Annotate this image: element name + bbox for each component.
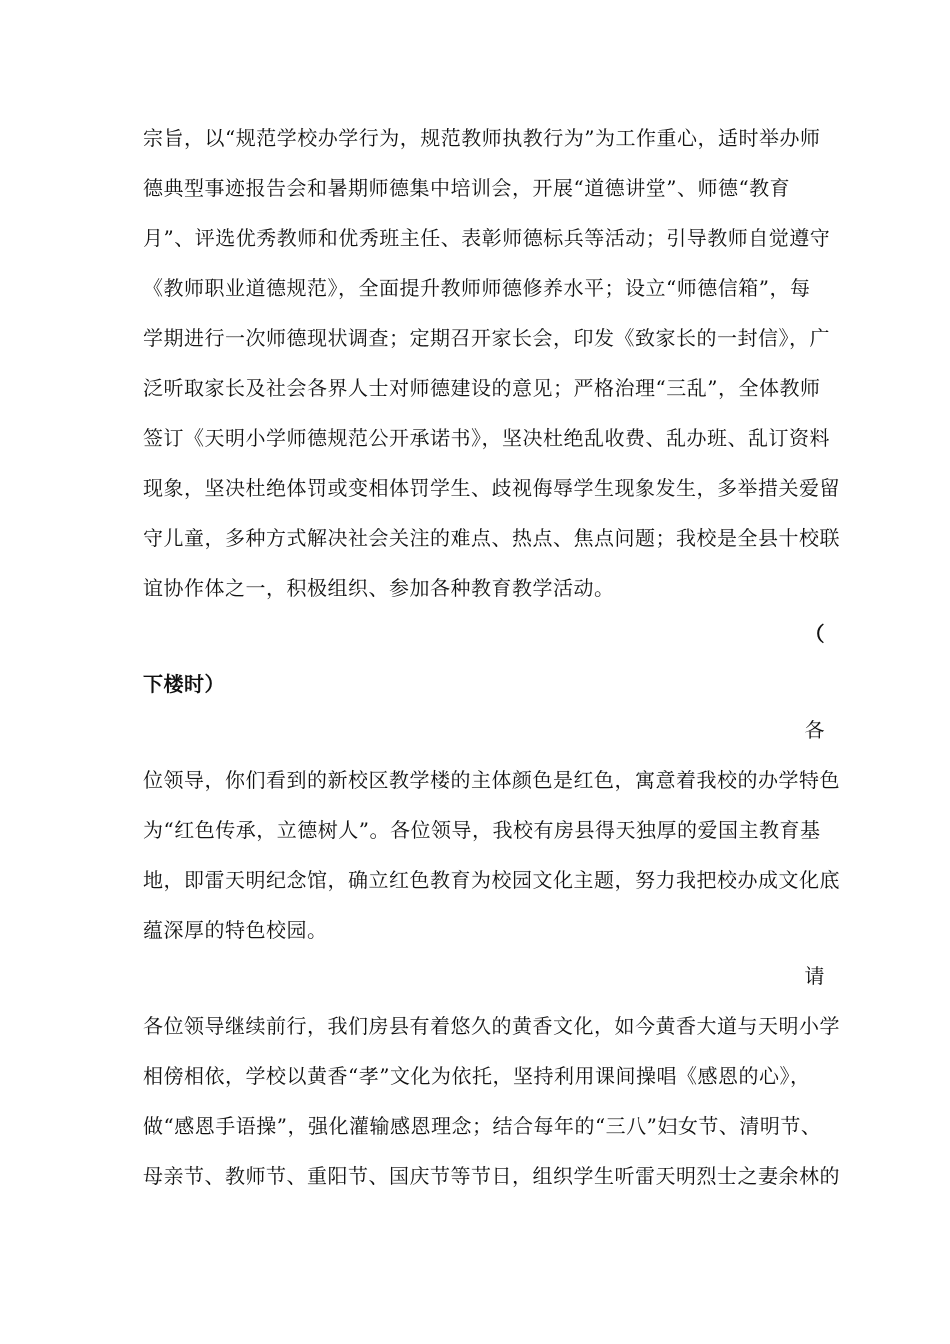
paragraph-line: 宗旨，以“规范学校办学行为，规范教师执教行为”为工作重心，适时举办师 [143, 126, 821, 150]
paragraph-line: 守儿童，多种方式解决社会关注的难点、热点、焦点问题；我校是全县十校联 [143, 526, 840, 550]
paragraph-line: 地，即雷天明纪念馆，确立红色教育为校园文化主题，努力我把校办成文化底 [143, 868, 840, 892]
paragraph-line: 做“感恩手语操”，强化灌输感恩理念；结合每年的“三八”妇女节、清明节、 [143, 1114, 822, 1138]
paragraph-line: 学期进行一次师德现状调查；定期召开家长会，印发《致家长的一封信》，广 [143, 326, 830, 350]
section-heading: 下楼时） [143, 672, 225, 696]
paragraph-line: 泛听取家长及社会各界人士对师德建设的意见；严格治理“三乱”，全体教师 [143, 376, 821, 400]
paragraph-line: 《教师职业道德规范》，全面提升教师师德修养水平；设立“师德信箱”，每 [143, 276, 811, 300]
paragraph-start-char: 请 [804, 964, 825, 988]
paragraph-line: 德典型事迹报告会和暑期师德集中培训会，开展“道德讲堂”、师德“教育 [143, 176, 791, 200]
paragraph-line: 签订《天明小学师德规范公开承诺书》，坚决杜绝乱收费、乱办班、乱订资料 [143, 426, 830, 450]
paragraph-line: 为“红色传承，立德树人”。各位领导，我校有房县得天独厚的爱国主教育基 [143, 818, 821, 842]
paragraph-line: 各位领导继续前行，我们房县有着悠久的黄香文化，如今黄香大道与天明小学 [143, 1014, 840, 1038]
paragraph-line: 谊协作体之一，积极组织、参加各种教育教学活动。 [143, 576, 615, 600]
paragraph-line: 蕴深厚的特色校园。 [143, 918, 328, 942]
paragraph-start-char: 各 [804, 718, 825, 742]
paragraph-line: 母亲节、教师节、重阳节、国庆节等节日，组织学生听雷天明烈士之妻余林的 [143, 1164, 840, 1188]
paragraph-line: 现象，坚决杜绝体罚或变相体罚学生、歧视侮辱学生现象发生，多举措关爱留 [143, 476, 840, 500]
paragraph-line: 月”、评选优秀教师和优秀班主任、表彰师德标兵等活动；引导教师自觉遵守 [143, 226, 831, 250]
paragraph-line: 位领导，你们看到的新校区教学楼的主体颜色是红色，寓意着我校的办学特色 [143, 768, 840, 792]
section-heading-open-paren: （ [804, 622, 825, 646]
paragraph-line: 相傍相依，学校以黄香“孝”文化为依托，坚持利用课间操唱《感恩的心》， [143, 1064, 811, 1088]
